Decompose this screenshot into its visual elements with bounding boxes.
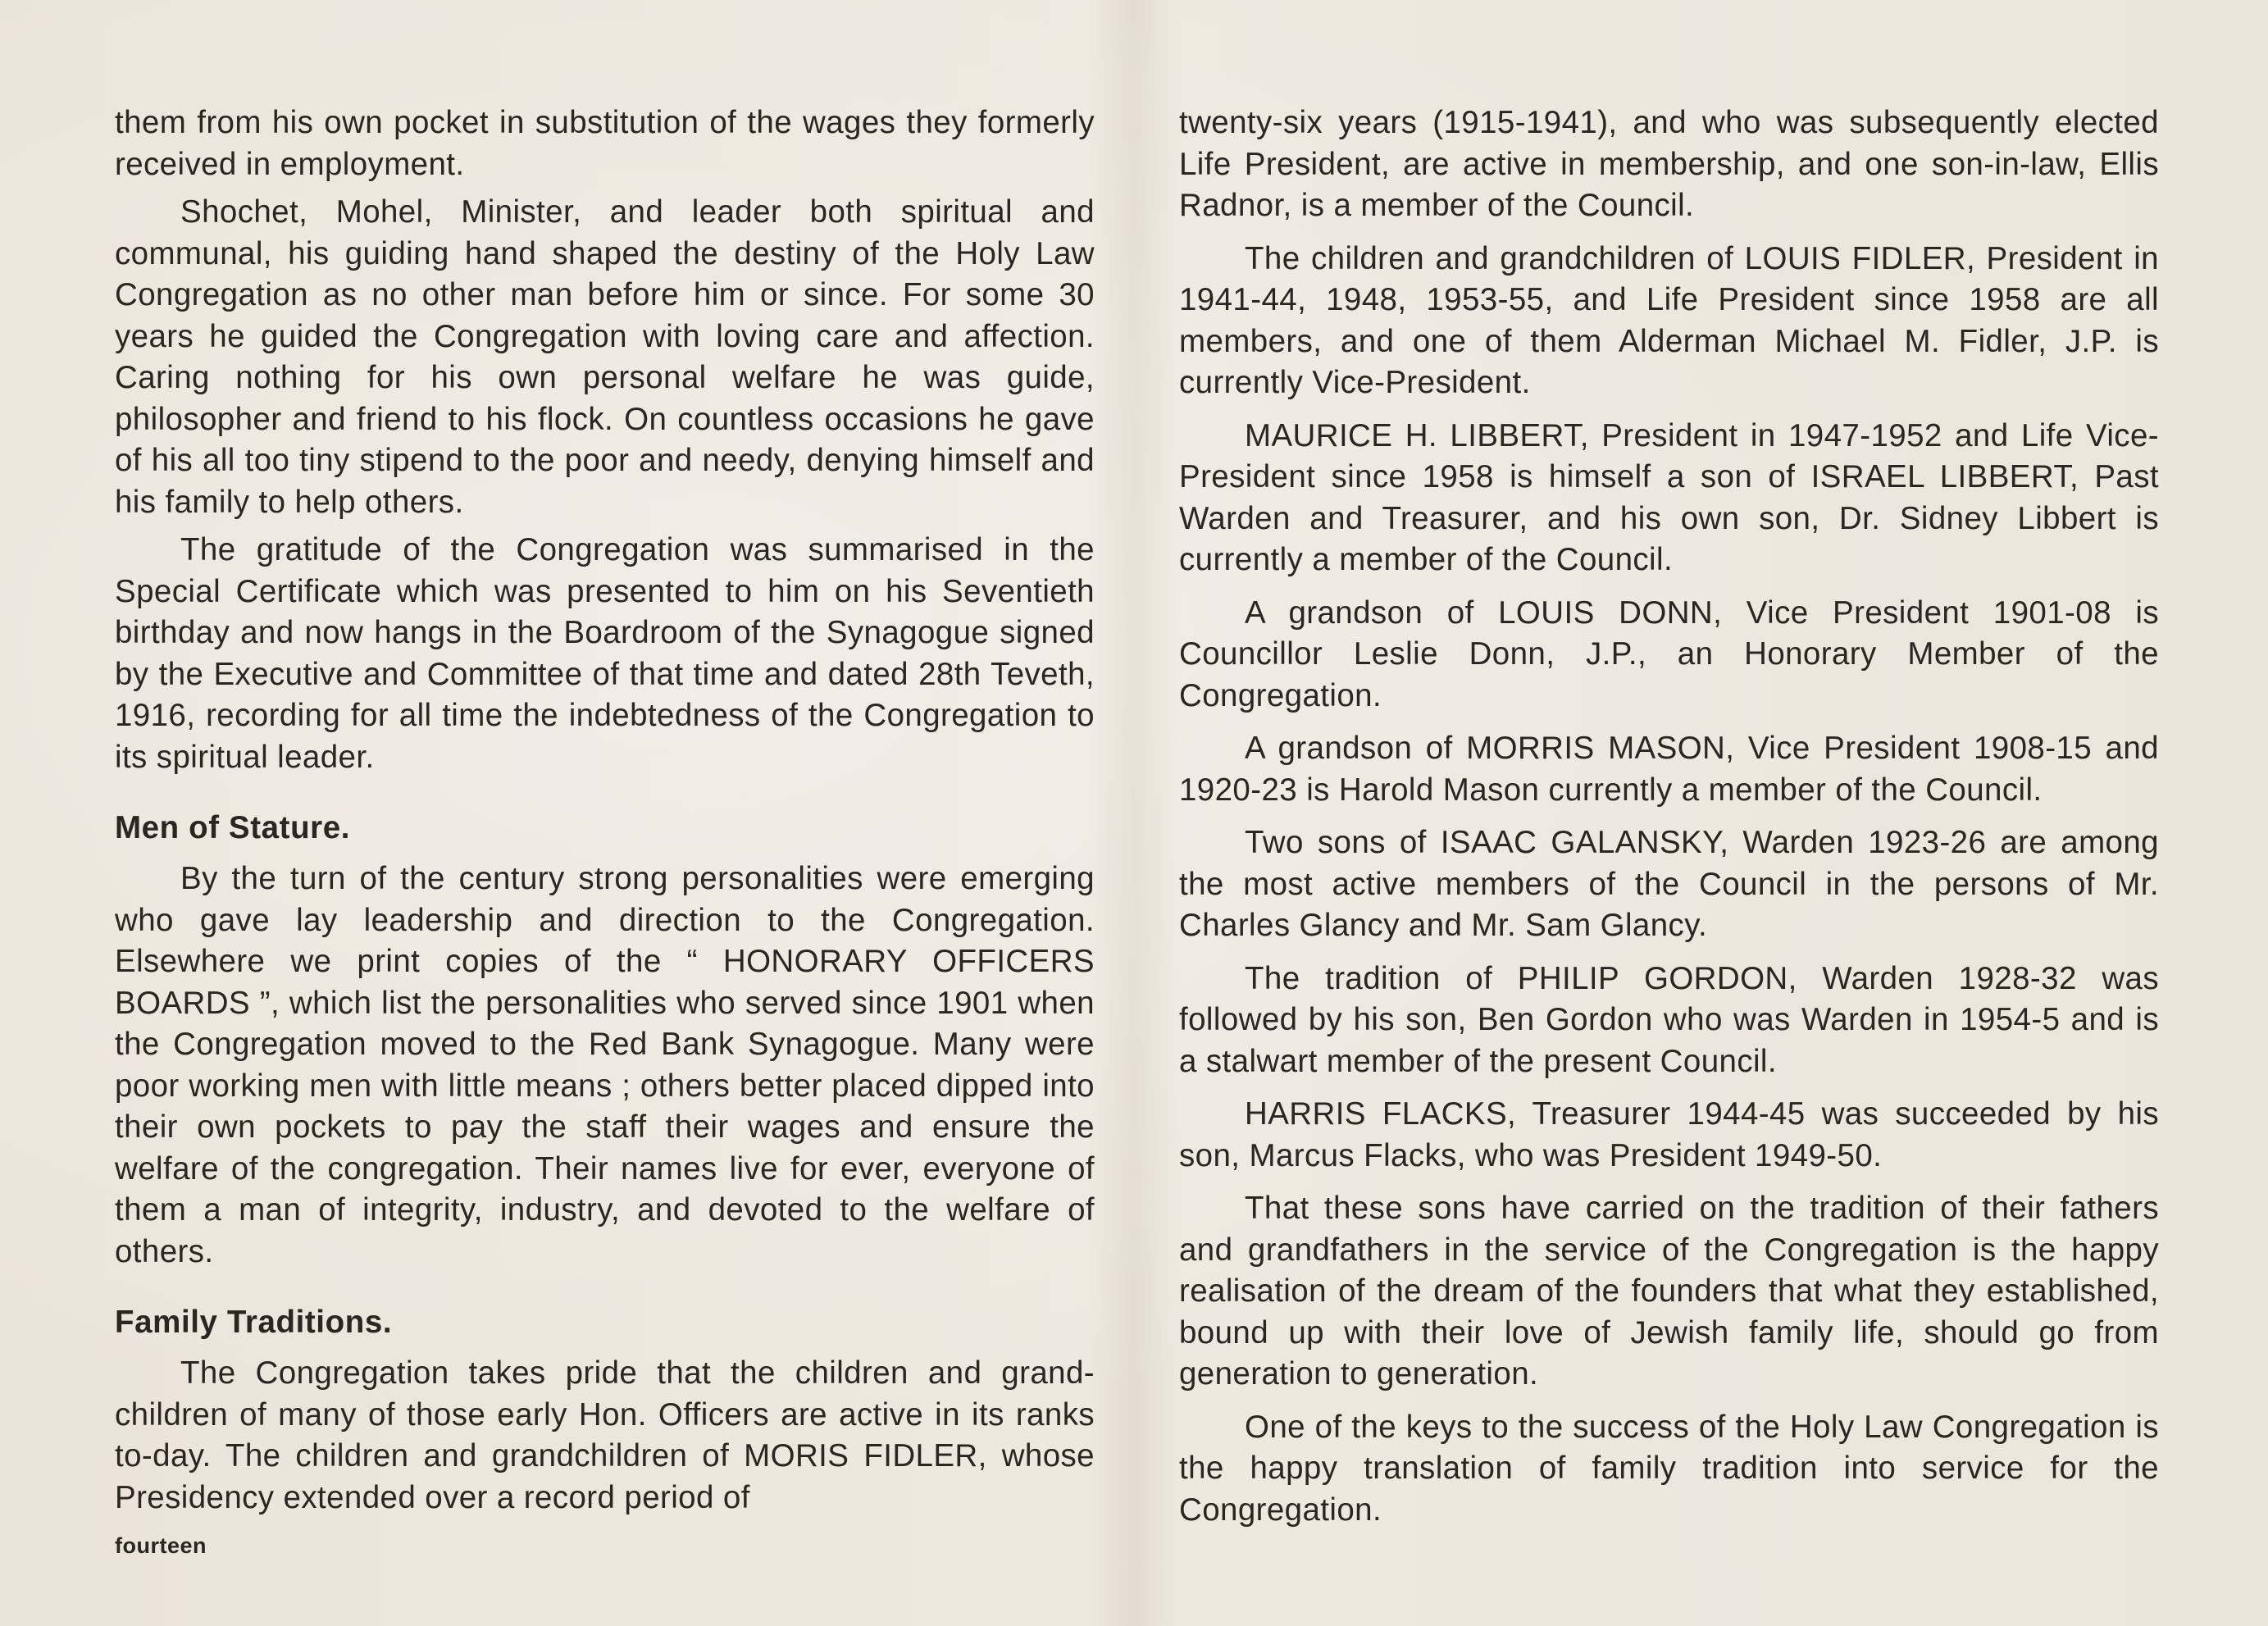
paragraph: Two sons of ISAAC GALANSKY, Warden 1923-26 are among the most active members of the Council in the persons of Mr. Charles Glancy and Mr. Sam Glancy. (1179, 825, 2159, 943)
paragraph: The Congregation takes pride that the children and grand-children of many of those early Hon. Officers are active in its ranks to-day. The children and grandchildren of MORIS FIDLER, whose Presidency extended over a record period of (115, 1355, 1095, 1515)
left-column (115, 102, 1095, 1525)
paragraph: One of the keys to the success of the Holy Law Congregation is the happy translation of family tradition into service for the Congregation. (1179, 1409, 2159, 1528)
paragraph: Shochet, Mohel, Minister, and leader both spiritual and communal, his guiding hand shaped the destiny of the Holy Law Congregation as no other man before him or since. For some 30 years he guided the Congregation with loving care and affection. Caring nothing for his own personal welfare he was guide, philosopher and friend to his flock. On countless occasions he gave of his all too tiny stipend to the poor and needy, denying himself and his family to help others. (115, 194, 1095, 520)
paragraph: That these sons have carried on the tradition of their fathers and grandfathers in the service of the Congregation is the happy realisation of the dream of the founders that what they established, bound up with their love of Jewish family life, should go from generation to generation. (1179, 1191, 2159, 1391)
paragraph: The gratitude of the Congregation was summarised in the Special Certificate which was presented to him on his Seventieth birthday and now hangs in the Boardroom of the Synagogue signed by the Executive and Committee of that time and dated 28th Teveth, 1916, recording for all time the indebtedness of the Congregation to its spiritual leader. (115, 532, 1095, 775)
paragraph: them from his own pocket in substitution of the wages they formerly received in employment. (115, 105, 1095, 182)
paragraph: By the turn of the century strong personalities were emerging who gave lay leadership and direction to the Congregation. Elsewhere we print copies of the “ HONORARY OFFICERS BOARDS ”, which list the personalities who served since 1901 when the Congregation moved to the Red Bank Synagogue. Many were poor working men with little means ; others better placed dipped into their own pockets to pay the staff their wages and ensure the welfare of the congregation. Their names live for ever, everyone of them a man of integrity, industry, and devoted to the welfare of others. (115, 861, 1095, 1269)
paragraph: HARRIS FLACKS, Treasurer 1944-45 was succeeded by his son, Marcus Flacks, who was President 1949-50. (1179, 1096, 2159, 1173)
paragraph: A grandson of LOUIS DONN, Vice President 1901-08 is Councillor Leslie Donn, J.P., an Honorary Member of the Congregation. (1179, 594, 2159, 713)
paragraph: A grandson of MORRIS MASON, Vice President 1908-15 and 1920-23 is Harold Mason currently a member of the Council. (1179, 731, 2159, 808)
paragraph: The tradition of PHILIP GORDON, Warden 1928-32 was followed by his son, Ben Gordon who was Warden in 1954-5 and is a stalwart member of the present Council. (1179, 960, 2159, 1079)
section-heading: Men of Stature. (115, 810, 351, 845)
section-heading: Family Traditions. (115, 1305, 393, 1340)
paragraph: MAURICE H. LIBBERT, President in 1947-1952 and Life Vice-President since 1958 is himself a son of ISRAEL LIBBERT, Past Warden and Treasurer, and his own son, Dr. Sidney Libbert is currently a member of the Council. (1179, 417, 2159, 577)
paragraph: twenty-six years (1915-1941), and who was subsequently elected Life President, are active in membership, and one son-in-law, Ellis Radnor, is a member of the Council. (1179, 105, 2159, 223)
page-number: fourteen (115, 1533, 207, 1558)
paragraph: The children and grandchildren of LOUIS FIDLER, President in 1941-44, 1948, 1953-55, and Life President since 1958 are all members, and one of them Alderman Michael M. Fidler, J.P. is currently Vice-President. (1179, 240, 2159, 400)
right-column (1179, 102, 2159, 1542)
